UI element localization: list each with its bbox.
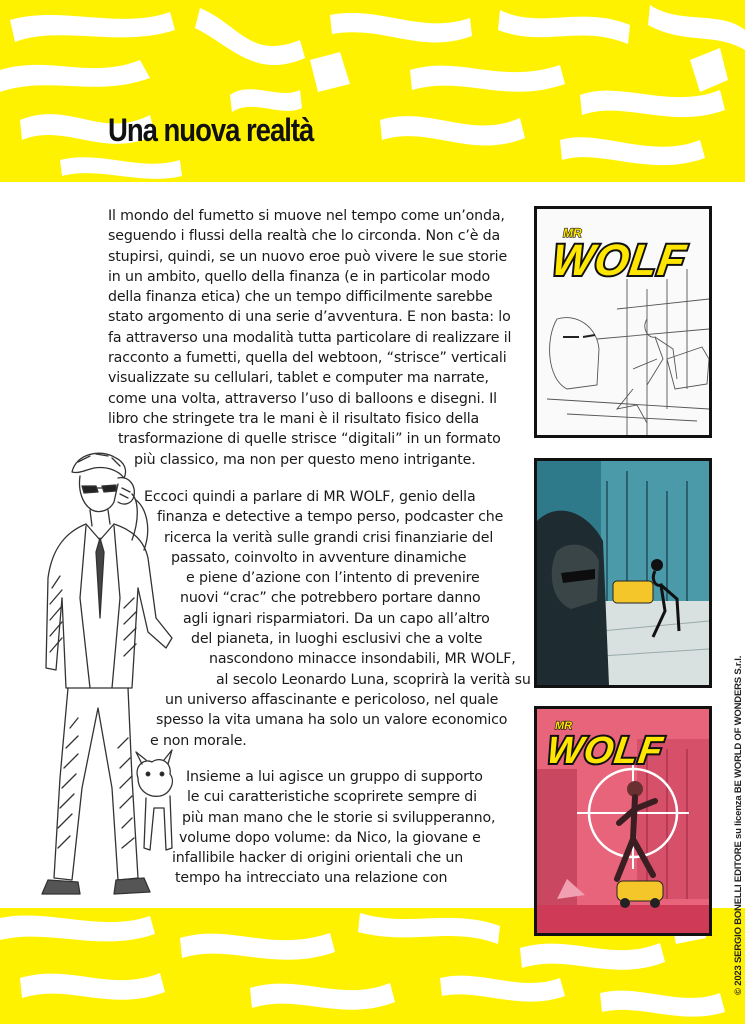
text-line: racconto a fumetti, quella del webtoon, “strisce” verticali xyxy=(108,350,507,367)
text-line: stato argomento di una serie d’avventura. E non basta: lo xyxy=(108,309,511,326)
text-line: più classico, ma non per questo meno intrigante. xyxy=(134,451,476,468)
text-line: tempo ha intrecciato una relazione con xyxy=(175,870,448,887)
text-line: stupirsi, quindi, se un nuovo eroe può vivere le sue storie xyxy=(108,248,508,265)
text-line: volume dopo volume: da Nico, la giovane e xyxy=(179,829,481,846)
logo-mr-text: MR xyxy=(555,720,573,732)
intro-paragraph xyxy=(108,206,511,470)
text-line: spesso la vita umana ha solo un valore economico xyxy=(156,712,508,729)
text-line: e piene d’azione con l’intento di prevenire xyxy=(186,570,480,587)
text-line: le cui caratteristiche scoprirete sempre di xyxy=(187,789,477,806)
text-line: Il mondo del fumetto si muove nel tempo come un’onda, xyxy=(108,208,505,224)
text-line: passato, coinvolto in avventure dinamiche xyxy=(171,549,467,566)
comic-panel-sketch xyxy=(534,206,712,438)
mr-wolf-logo xyxy=(537,213,709,293)
text-line: Insieme a lui agisce un gruppo di supporto xyxy=(186,769,483,785)
text-line: della finanza etica) che un tempo difficilmente sarebbe xyxy=(108,289,493,306)
logo-wolf-text: WOLF xyxy=(544,729,666,772)
text-line: infallibile hacker di origini orientali che un xyxy=(172,850,464,867)
mr-wolf-sketch-illustration xyxy=(20,448,192,918)
text-line: trasformazione di quelle strisce “digitali” in un formato xyxy=(118,431,501,448)
mr-wolf-logo xyxy=(537,709,709,789)
text-line: come una volta, attraverso l’uso di balloons e disegni. Il xyxy=(108,390,497,407)
text-line: in un ambito, quello della finanza (e in particolar modo xyxy=(108,268,491,285)
text-line: visualizzate su cellulari, tablet e computer ma narrate, xyxy=(108,370,489,387)
panel-teal-art xyxy=(537,461,709,685)
page-title: Una nuova realtà xyxy=(108,112,314,148)
text-line: un universo affascinante e pericoloso, nel quale xyxy=(165,691,499,708)
text-line: al secolo Leonardo Luna, scoprirà la verità su xyxy=(216,671,531,688)
text-line: fa attraverso una modalità tutta particolare di realizzare il xyxy=(108,329,512,346)
text-line: del pianeta, in luoghi esclusivi che a volte xyxy=(191,631,483,648)
text-line: agli ignari risparmiatori. Da un capo all’altro xyxy=(183,610,490,627)
brush-pattern-top xyxy=(0,0,745,182)
comic-panel-pink xyxy=(534,706,712,936)
text-line: ricerca la verità sulle grandi crisi finanziarie del xyxy=(164,529,494,546)
copyright-notice: © 2023 SERGIO BONELLI EDITORE su licenza BE WORLD OF WONDERS S.r.l. xyxy=(733,655,744,995)
text-line: più man mano che le storie si svilupperanno, xyxy=(182,809,496,826)
top-brush-band xyxy=(0,0,745,182)
text-line: seguendo i flussi della realtà che lo circonda. Non c’è da xyxy=(108,228,501,245)
text-line: e non morale. xyxy=(150,732,247,749)
text-line: finanza e detective a tempo perso, podcaster che xyxy=(157,509,504,526)
comic-panel-teal xyxy=(534,458,712,688)
text-line: nascondono minacce insondabili, MR WOLF, xyxy=(209,651,516,668)
logo-mr-text: MR xyxy=(563,226,582,240)
text-line: Eccoci quindi a parlare di MR WOLF, genio della xyxy=(144,489,476,505)
logo-wolf-text: WOLF xyxy=(548,236,690,285)
text-line: nuovi “crac” che potrebbero portare danno xyxy=(180,590,481,607)
text-line: libro che stringete tra le mani è il risultato fisico della xyxy=(108,410,480,427)
